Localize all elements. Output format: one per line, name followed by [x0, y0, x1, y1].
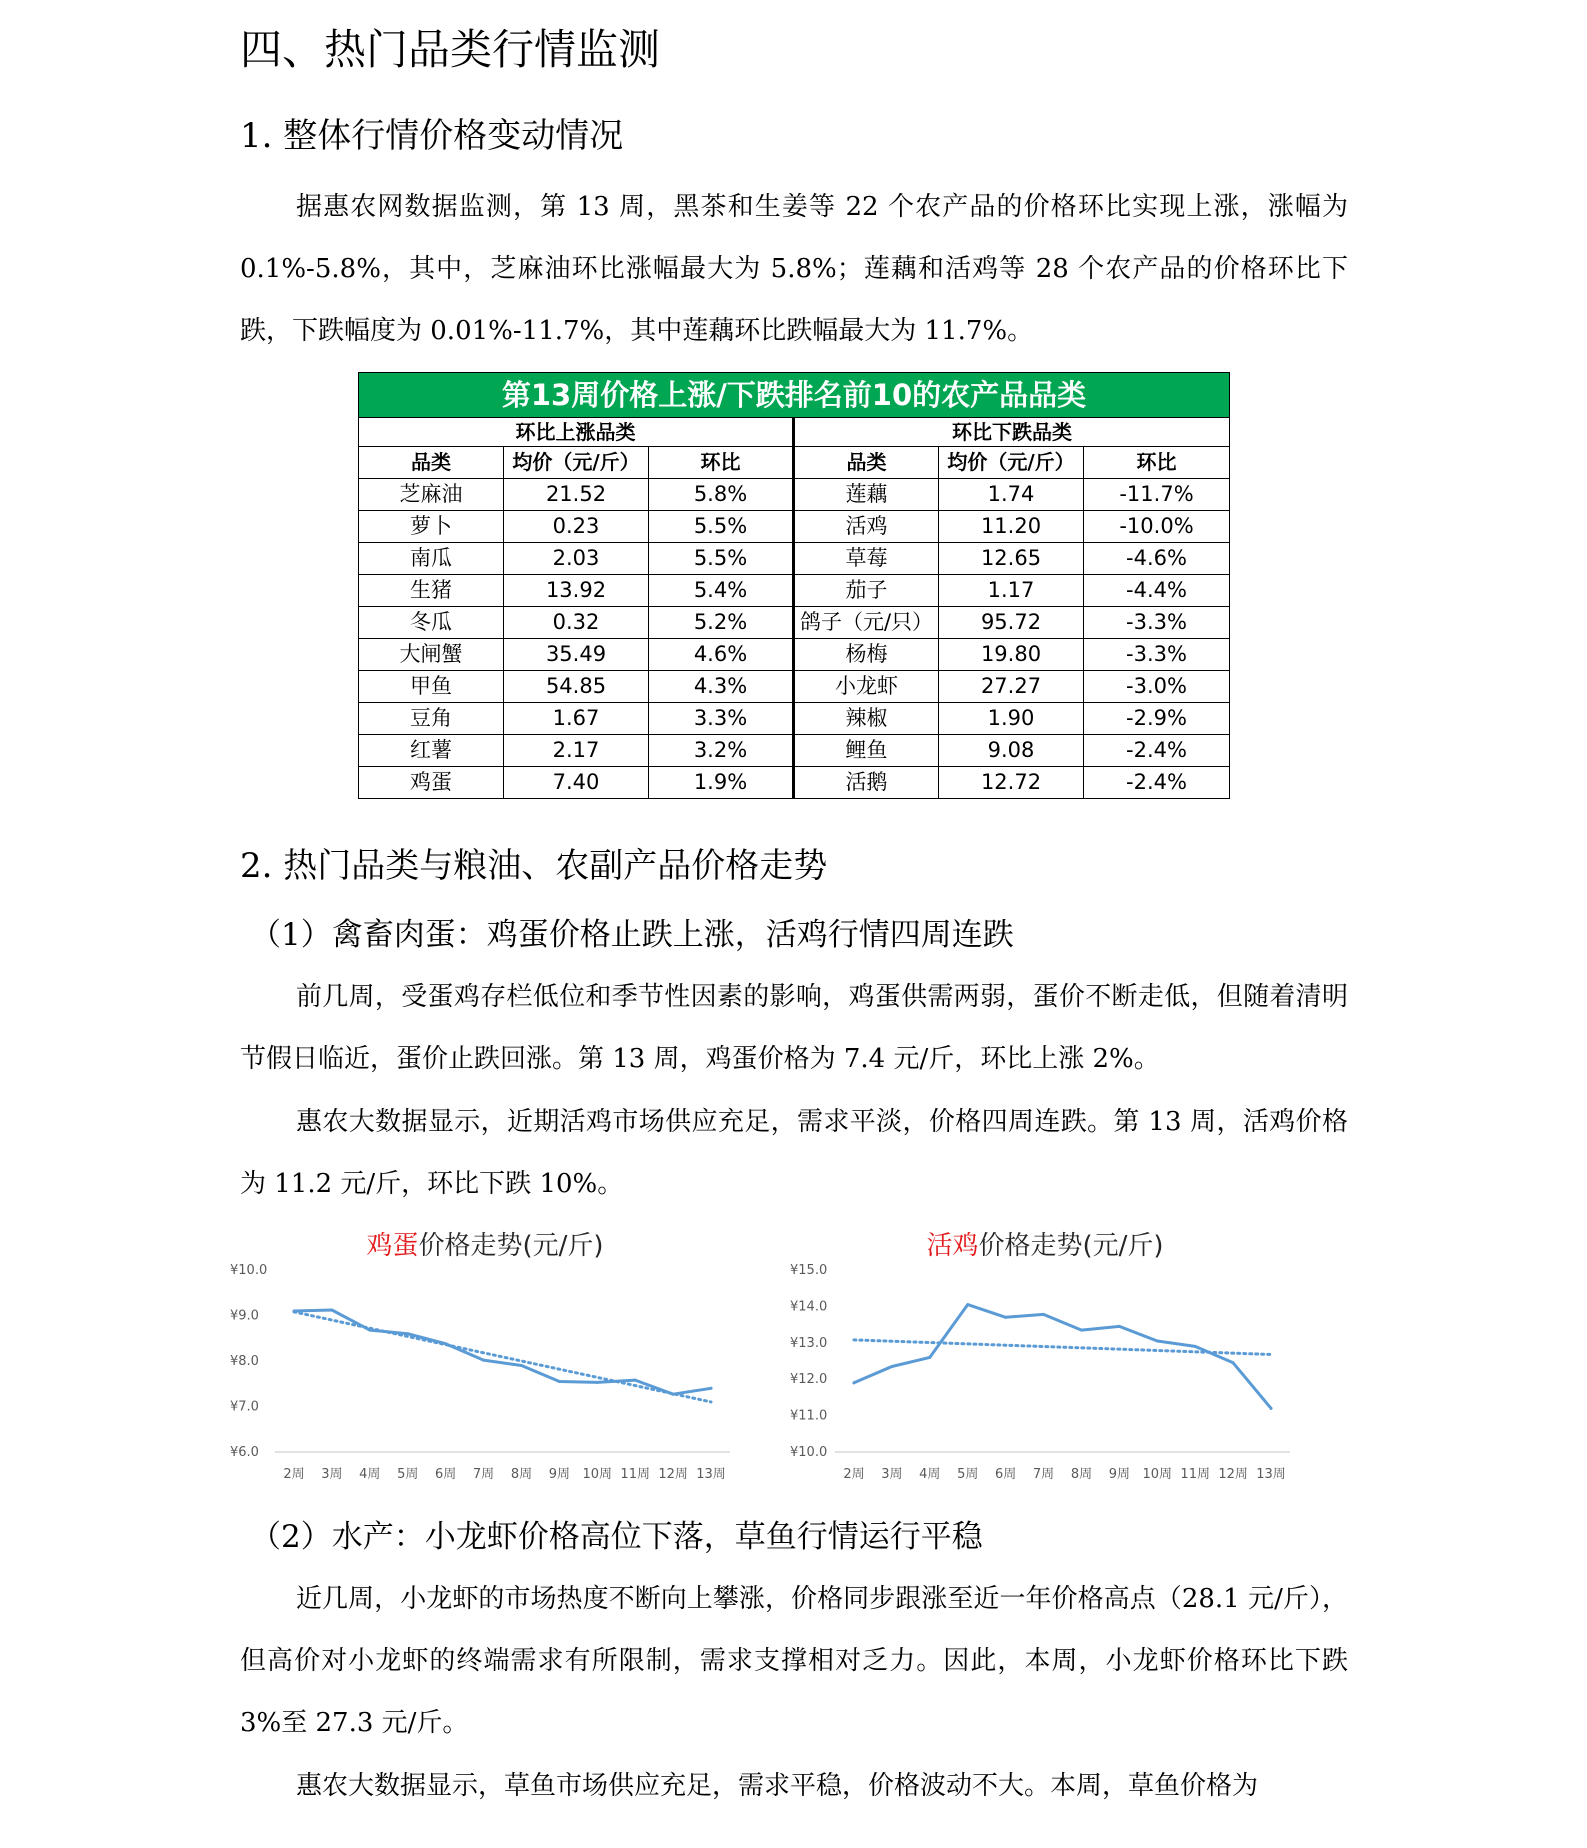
table-row	[359, 543, 1230, 575]
chart-1-point	[1156, 1339, 1159, 1342]
chart-0-x-tick: 7周	[472, 1467, 495, 1482]
paragraph-overall: 据惠农网数据监测，第 13 周，黑茶和生姜等 22 个农产品的价格环比实现上涨，涨幅为 0.1%-5.8%，其中，芝麻油环比涨幅最大为 5.8%；莲藕和活鸡等 28 个农产品的价格环比下跌，下跌幅度为 0.01%-11.7%，其中莲藕环比跌幅最大为 11.7%。	[240, 192, 1348, 346]
chart-0-point	[292, 1309, 295, 1312]
chart-1-x-tick: 12周	[1218, 1467, 1248, 1482]
table-cell-f-name: 辣椒	[794, 703, 939, 735]
table-cell-f-change: -2.4%	[1084, 735, 1230, 767]
table-cell-f-change: -4.4%	[1084, 575, 1230, 607]
chart-0-x-tick: 5周	[397, 1467, 419, 1482]
chart-0-point	[406, 1332, 409, 1335]
col-header-change: 环比	[1084, 447, 1230, 479]
paragraph-grass-carp: 惠农大数据显示，草鱼市场供应充足，需求平稳，价格波动不大。本周，草鱼价格为	[296, 1771, 1259, 1801]
chart-0-y-tick: ¥7.0	[230, 1399, 259, 1415]
paragraph-chicken: 惠农大数据显示，近期活鸡市场供应充足，需求平淡，价格四周连跌。第 13 周，活鸡价格为 11.2 元/斤，环比下跌 10%。	[240, 1107, 1348, 1199]
table-cell-f-price: 11.20	[939, 511, 1084, 543]
chart-0-point	[672, 1393, 675, 1396]
chart-0-series-line	[294, 1310, 711, 1394]
chart-0-y-tick: ¥10.0	[230, 1263, 268, 1278]
egg-price-chart-svg	[220, 1230, 750, 1510]
chart-1-x-tick: 3周	[881, 1467, 903, 1482]
col-header-name: 品类	[794, 447, 939, 479]
chart-0-y-tick: ¥9.0	[230, 1308, 259, 1324]
table-cell-r-change: 5.5%	[649, 543, 794, 575]
chart-0-title-highlight: 鸡蛋	[366, 1231, 419, 1261]
table-cell-f-name: 活鹅	[794, 767, 939, 799]
subsection-title-poultry: （1）禽畜肉蛋：鸡蛋价格止跌上涨，活鸡行情四周连跌	[250, 917, 1014, 953]
table-cell-r-change: 5.2%	[649, 607, 794, 639]
table-cell-r-name: 豆角	[359, 703, 504, 735]
chart-0-point	[482, 1359, 485, 1362]
paragraph-eggs: 前几周，受蛋鸡存栏低位和季节性因素的影响，鸡蛋供需两弱，蛋价不断走低，但随着清明节假日临近，蛋价止跌回涨。第 13 周，鸡蛋价格为 7.4 元/斤，环比上涨 2%。	[240, 982, 1348, 1074]
table-cell-r-change: 1.9%	[649, 767, 794, 799]
table-row	[359, 735, 1230, 767]
col-header-change: 环比	[649, 447, 794, 479]
chart-1-x-tick: 9周	[1108, 1467, 1131, 1482]
chart-0-x-tick: 13周	[696, 1467, 726, 1482]
chart-1-x-tick: 8周	[1070, 1467, 1093, 1482]
table-cell-f-name: 茄子	[794, 575, 939, 607]
chart-1-title	[926, 1231, 1163, 1261]
chart-0-point	[558, 1380, 561, 1383]
table-row	[359, 703, 1230, 735]
chart-0-trend-line	[294, 1312, 711, 1402]
table-row	[359, 767, 1230, 799]
paragraph-crayfish: 近几周，小龙虾的市场热度不断向上攀涨，价格同步跟涨至近一年价格高点（28.1 元/斤），但高价对小龙虾的终端需求有所限制，需求支撑相对乏力。因此，本周，小龙虾价格环比下跌 3%至 27.3 元/斤。	[240, 1584, 1348, 1738]
chicken-price-chart	[780, 1230, 1310, 1510]
table-row	[359, 671, 1230, 703]
chart-0-point	[444, 1342, 447, 1345]
table-cell-r-name: 生猪	[359, 575, 504, 607]
table-cell-r-name: 红薯	[359, 735, 504, 767]
table-cell-r-name: 萝卜	[359, 511, 504, 543]
chart-1-title-highlight: 活鸡	[926, 1231, 979, 1261]
chart-1-title-rest: 价格走势(元/斤)	[978, 1231, 1164, 1261]
table-row	[359, 639, 1230, 671]
table-cell-f-name: 活鸡	[794, 511, 939, 543]
table-cell-f-price: 12.72	[939, 767, 1084, 799]
subsection-title-overall: 1. 整体行情价格变动情况	[240, 116, 624, 156]
table-row	[359, 575, 1230, 607]
table-rise-header: 环比上涨品类	[359, 418, 794, 447]
table-cell-f-price: 12.65	[939, 543, 1084, 575]
chart-0-x-tick: 2周	[283, 1467, 305, 1482]
chart-0-x-tick: 11周	[620, 1467, 650, 1482]
table-cell-r-name: 冬瓜	[359, 607, 504, 639]
chart-0-y-tick: ¥6.0	[230, 1445, 259, 1460]
subsection-title-trends: 2. 热门品类与粮油、农副产品价格走势	[240, 846, 828, 886]
table-cell-f-name: 莲藕	[794, 479, 939, 511]
table-cell-r-change: 3.3%	[649, 703, 794, 735]
table-cell-r-price: 54.85	[504, 671, 649, 703]
chart-0-title-rest: 价格走势(元/斤)	[418, 1231, 604, 1261]
chart-1-point	[1118, 1325, 1121, 1328]
chart-1-x-tick: 13周	[1256, 1467, 1286, 1482]
table-cell-f-change: -3.3%	[1084, 639, 1230, 671]
chart-1-x-tick: 6周	[994, 1467, 1017, 1482]
table-row	[359, 607, 1230, 639]
table-cell-r-price: 2.17	[504, 735, 649, 767]
chart-1-series-line	[854, 1305, 1271, 1409]
chart-1-point	[890, 1365, 893, 1368]
table-fall-header: 环比下跌品类	[794, 418, 1230, 447]
table-cell-r-price: 1.67	[504, 703, 649, 735]
chart-1-x-tick: 4周	[919, 1467, 941, 1482]
chart-0-y-tick: ¥8.0	[230, 1354, 259, 1369]
chart-0-x-tick: 3周	[321, 1467, 343, 1482]
table-cell-r-change: 4.6%	[649, 639, 794, 671]
chart-1-point	[966, 1303, 969, 1306]
table-cell-r-change: 3.2%	[649, 735, 794, 767]
chart-1-point	[1232, 1361, 1235, 1364]
chart-1-point	[852, 1381, 855, 1384]
chart-1-y-tick: ¥14.0	[790, 1299, 828, 1315]
chart-1-y-tick: ¥13.0	[790, 1335, 828, 1351]
table-cell-f-change: -3.0%	[1084, 671, 1230, 703]
chart-0-title	[366, 1231, 603, 1261]
table-cell-r-price: 2.03	[504, 543, 649, 575]
chart-0-point	[634, 1379, 637, 1382]
table-cell-f-change: -2.4%	[1084, 767, 1230, 799]
price-ranking-table	[358, 372, 1229, 799]
table-cell-f-name: 草莓	[794, 543, 939, 575]
table-cell-f-price: 9.08	[939, 735, 1084, 767]
chart-1-x-tick: 11周	[1180, 1467, 1210, 1482]
chart-0-point	[330, 1309, 333, 1312]
table-cell-f-name: 小龙虾	[794, 671, 939, 703]
table-cell-r-change: 4.3%	[649, 671, 794, 703]
col-header-price: 均价（元/斤）	[939, 447, 1084, 479]
chart-1-y-tick: ¥15.0	[790, 1263, 828, 1278]
table-cell-r-price: 35.49	[504, 639, 649, 671]
table-title: 第13周价格上涨/下跌排名前10的农产品品类	[359, 373, 1230, 418]
table-cell-f-price: 1.74	[939, 479, 1084, 511]
table-cell-f-name: 鲤鱼	[794, 735, 939, 767]
chart-0-x-tick: 8周	[510, 1467, 533, 1482]
table-cell-f-price: 1.17	[939, 575, 1084, 607]
chart-1-x-tick: 7周	[1032, 1467, 1055, 1482]
table-cell-f-change: -3.3%	[1084, 607, 1230, 639]
chart-0-x-tick: 9周	[548, 1467, 571, 1482]
section-title: 四、热门品类行情监测	[240, 25, 661, 74]
chart-0-point	[368, 1329, 371, 1332]
table-cell-f-change: -2.9%	[1084, 703, 1230, 735]
table-cell-r-name: 芝麻油	[359, 479, 504, 511]
table-cell-f-change: -11.7%	[1084, 479, 1230, 511]
table-cell-f-change: -4.6%	[1084, 543, 1230, 575]
table-row	[359, 479, 1230, 511]
table-cell-r-price: 0.32	[504, 607, 649, 639]
table-cell-r-name: 甲鱼	[359, 671, 504, 703]
chart-1-y-tick: ¥10.0	[790, 1445, 828, 1460]
table-cell-r-change: 5.8%	[649, 479, 794, 511]
chart-1-y-tick: ¥11.0	[790, 1408, 828, 1424]
chart-1-x-tick: 2周	[843, 1467, 865, 1482]
table-cell-f-change: -10.0%	[1084, 511, 1230, 543]
col-header-name: 品类	[359, 447, 504, 479]
chart-0-point	[520, 1364, 523, 1367]
chart-1-x-tick: 10周	[1142, 1467, 1173, 1482]
chart-1-y-tick: ¥12.0	[790, 1372, 828, 1388]
table-cell-f-price: 27.27	[939, 671, 1084, 703]
chicken-price-chart-svg	[780, 1230, 1310, 1510]
chart-0-point	[710, 1387, 713, 1390]
table-row	[359, 511, 1230, 543]
chart-0-x-tick: 12周	[658, 1467, 688, 1482]
table-cell-r-name: 大闸蟹	[359, 639, 504, 671]
chart-1-x-tick: 5周	[957, 1467, 979, 1482]
chart-1-point	[1004, 1316, 1007, 1319]
chart-1-point	[928, 1356, 931, 1359]
chart-1-point	[1194, 1345, 1197, 1348]
chart-0-x-tick: 6周	[434, 1467, 457, 1482]
col-header-price: 均价（元/斤）	[504, 447, 649, 479]
table-cell-r-price: 0.23	[504, 511, 649, 543]
table-cell-f-name: 鸽子（元/只）	[794, 607, 939, 639]
table-cell-f-name: 杨梅	[794, 639, 939, 671]
table-cell-f-price: 19.80	[939, 639, 1084, 671]
chart-1-point	[1080, 1329, 1083, 1332]
table-cell-f-price: 95.72	[939, 607, 1084, 639]
chart-0-x-tick: 10周	[582, 1467, 613, 1482]
table-cell-f-price: 1.90	[939, 703, 1084, 735]
table-cell-r-change: 5.4%	[649, 575, 794, 607]
chart-0-x-tick: 4周	[359, 1467, 381, 1482]
subsection-title-aquatic: （2）水产：小龙虾价格高位下落，草鱼行情运行平稳	[250, 1519, 983, 1555]
egg-price-chart	[220, 1230, 750, 1510]
chart-1-point	[1042, 1313, 1045, 1316]
table-cell-r-price: 21.52	[504, 479, 649, 511]
table-cell-r-name: 南瓜	[359, 543, 504, 575]
table-cell-r-change: 5.5%	[649, 511, 794, 543]
table-cell-r-price: 7.40	[504, 767, 649, 799]
table-cell-r-price: 13.92	[504, 575, 649, 607]
chart-1-point	[1270, 1407, 1273, 1410]
chart-0-point	[596, 1381, 599, 1384]
table-cell-r-name: 鸡蛋	[359, 767, 504, 799]
